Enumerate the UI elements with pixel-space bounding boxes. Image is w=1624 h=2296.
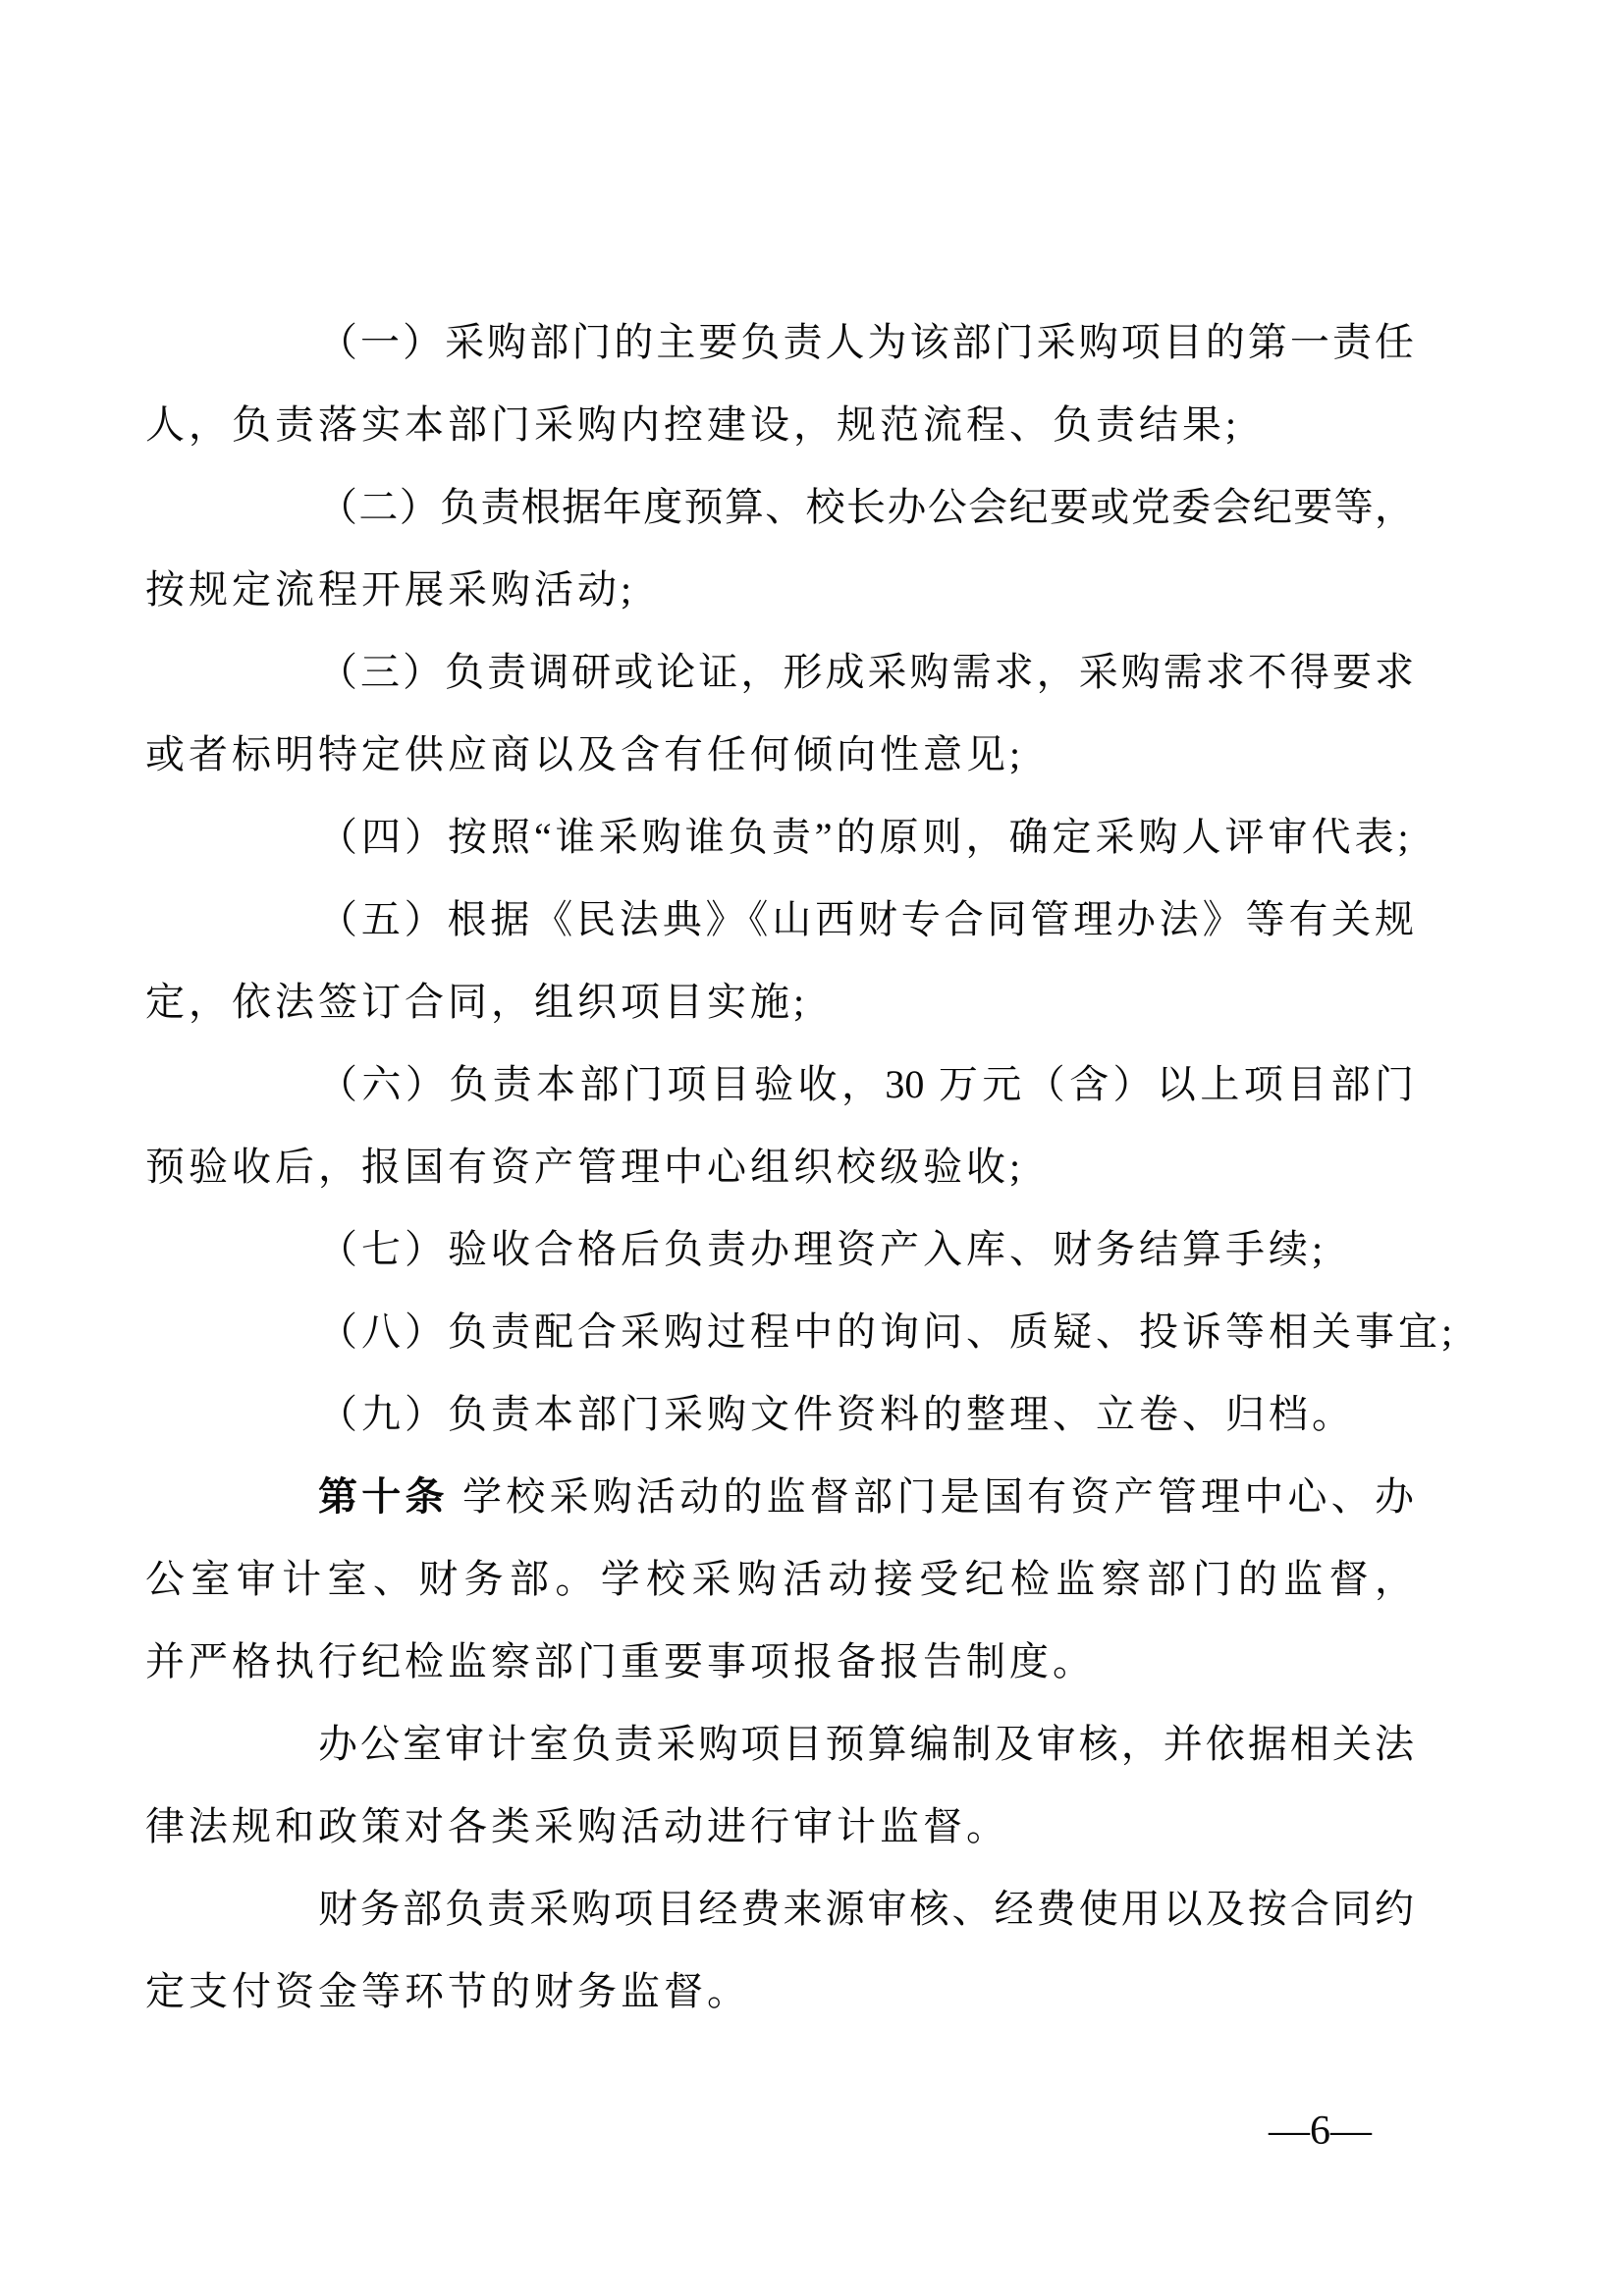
text-line: （七）验收合格后负责办理资产入库、财务结算手续; (318, 1227, 1327, 1271)
text-line: 按规定流程开展采购活动; (145, 567, 636, 612)
text-line: （八）负责配合采购过程中的询问、质疑、投诉等相关事宜; (318, 1309, 1457, 1354)
text-line: （二）负责根据年度预算、校长办公会纪要或党委会纪要等， (318, 485, 1414, 529)
text-line: （六）负责本部门项目验收，30 万元（含）以上项目部门 (318, 1062, 1414, 1106)
text-line: 公室审计室、财务部。学校采购活动接受纪检监察部门的监督， (145, 1557, 1414, 1601)
text-line: （三）负责调研或论证，形成采购需求，采购需求不得要求 (318, 650, 1414, 694)
text-line: 定支付资金等环节的财务监督。 (145, 1969, 750, 2013)
text-line: 律法规和政策对各类采购活动进行审计监督。 (145, 1804, 1009, 1848)
text-line: 定，依法签订合同，组织项目实施; (145, 980, 809, 1024)
article-number-bold: 第十条 (318, 1475, 449, 1519)
text-line: （一）采购部门的主要负责人为该部门采购项目的第一责任 (318, 320, 1414, 364)
text-line: 并严格执行纪检监察部门重要事项报备报告制度。 (145, 1639, 1096, 1683)
text-line: 财务部负责采购项目经费来源审核、经费使用以及按合同约 (318, 1887, 1414, 1931)
text-line: 预验收后，报国有资产管理中心组织校级验收; (145, 1145, 1025, 1189)
text-line: 或者标明特定供应商以及含有任何倾向性意见; (145, 732, 1025, 776)
page-number: —6— (1269, 2109, 1372, 2154)
text-line: （五）根据《民法典》《山西财专合同管理办法》等有关规 (318, 897, 1414, 941)
text-line: （九）负责本部门采购文件资料的整理、立卷、归档。 (318, 1392, 1355, 1436)
document-body (145, 301, 1457, 2033)
text-line: （四）按照“谁采购谁负责”的原则，确定采购人评审代表; (318, 815, 1413, 859)
text-line: 人，负责落实本部门采购内控建设，规范流程、负责结果; (145, 402, 1241, 447)
text-line: 第十条 学校采购活动的监督部门是国有资产管理中心、办 (318, 1474, 1414, 1519)
text-line: 办公室审计室负责采购项目预算编制及审核，并依据相关法 (318, 1722, 1414, 1766)
